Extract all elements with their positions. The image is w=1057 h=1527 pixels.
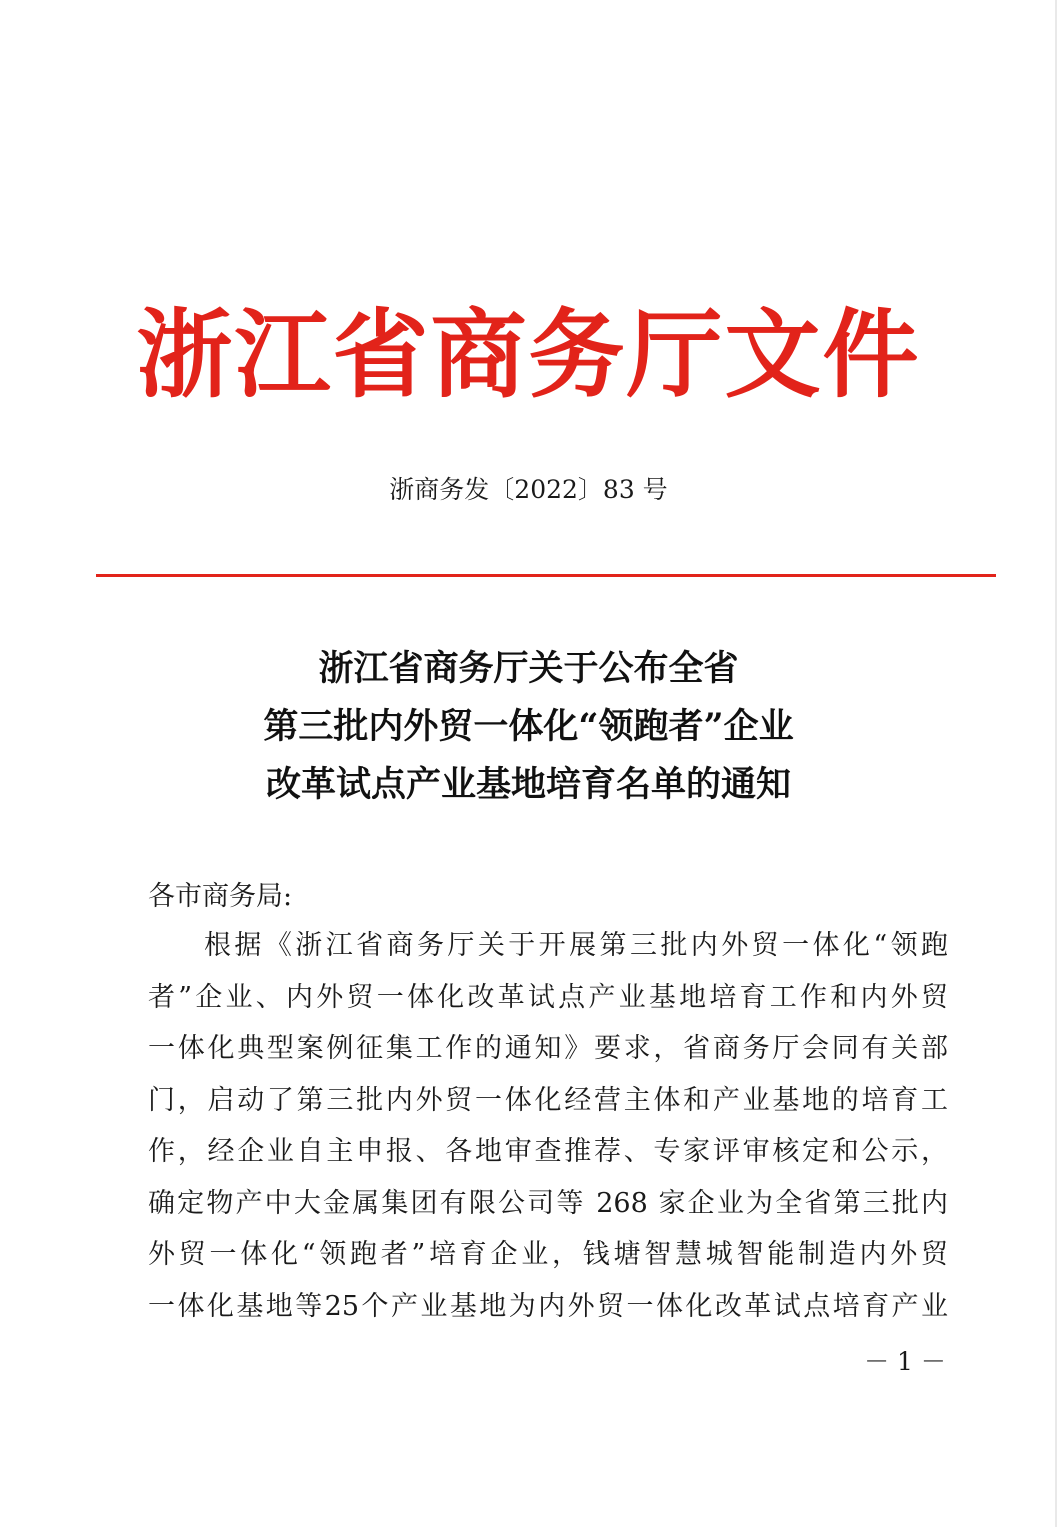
salutation: 各市商务局: — [148, 881, 293, 912]
body-line: 确定物产中大金属集团有限公司等 268 家企业为全省第三批内 — [148, 1187, 948, 1219]
body-paragraph — [148, 920, 948, 1332]
document-number: 浙商务发〔2022〕83 号 — [389, 475, 668, 504]
body-line: 者”企业、内外贸一体化改革试点产业基地培育工作和内外贸 — [148, 981, 948, 1013]
body-line: 门，启动了第三批内外贸一体化经营主体和产业基地的培育工 — [148, 1084, 948, 1116]
page-number: － 1 － — [864, 1347, 946, 1376]
notice-title-line: 改革试点产业基地培育名单的通知 — [265, 764, 791, 805]
body-line: 根据《浙江省商务厅关于开展第三批内外贸一体化“领跑 — [204, 930, 948, 961]
red-divider-line — [96, 574, 996, 577]
body-line: 外贸一体化“领跑者”培育企业，钱塘智慧城智能制造内外贸 — [148, 1239, 948, 1270]
notice-title-line: 第三批内外贸一体化“领跑者”企业 — [263, 706, 794, 747]
body-line: 一体化基地等25个产业基地为内外贸一体化改革试点培育产业 — [148, 1290, 948, 1322]
issuer-header-title: 浙江省商务厅文件 — [136, 298, 921, 411]
body-line: 作，经企业自主申报、各地审查推荐、专家评审核定和公示， — [148, 1136, 948, 1167]
body-line: 一体化典型案例征集工作的通知》要求，省商务厅会同有关部 — [148, 1033, 948, 1064]
notice-title — [0, 640, 1057, 814]
notice-title-line: 浙江省商务厅关于公布全省 — [318, 648, 739, 689]
